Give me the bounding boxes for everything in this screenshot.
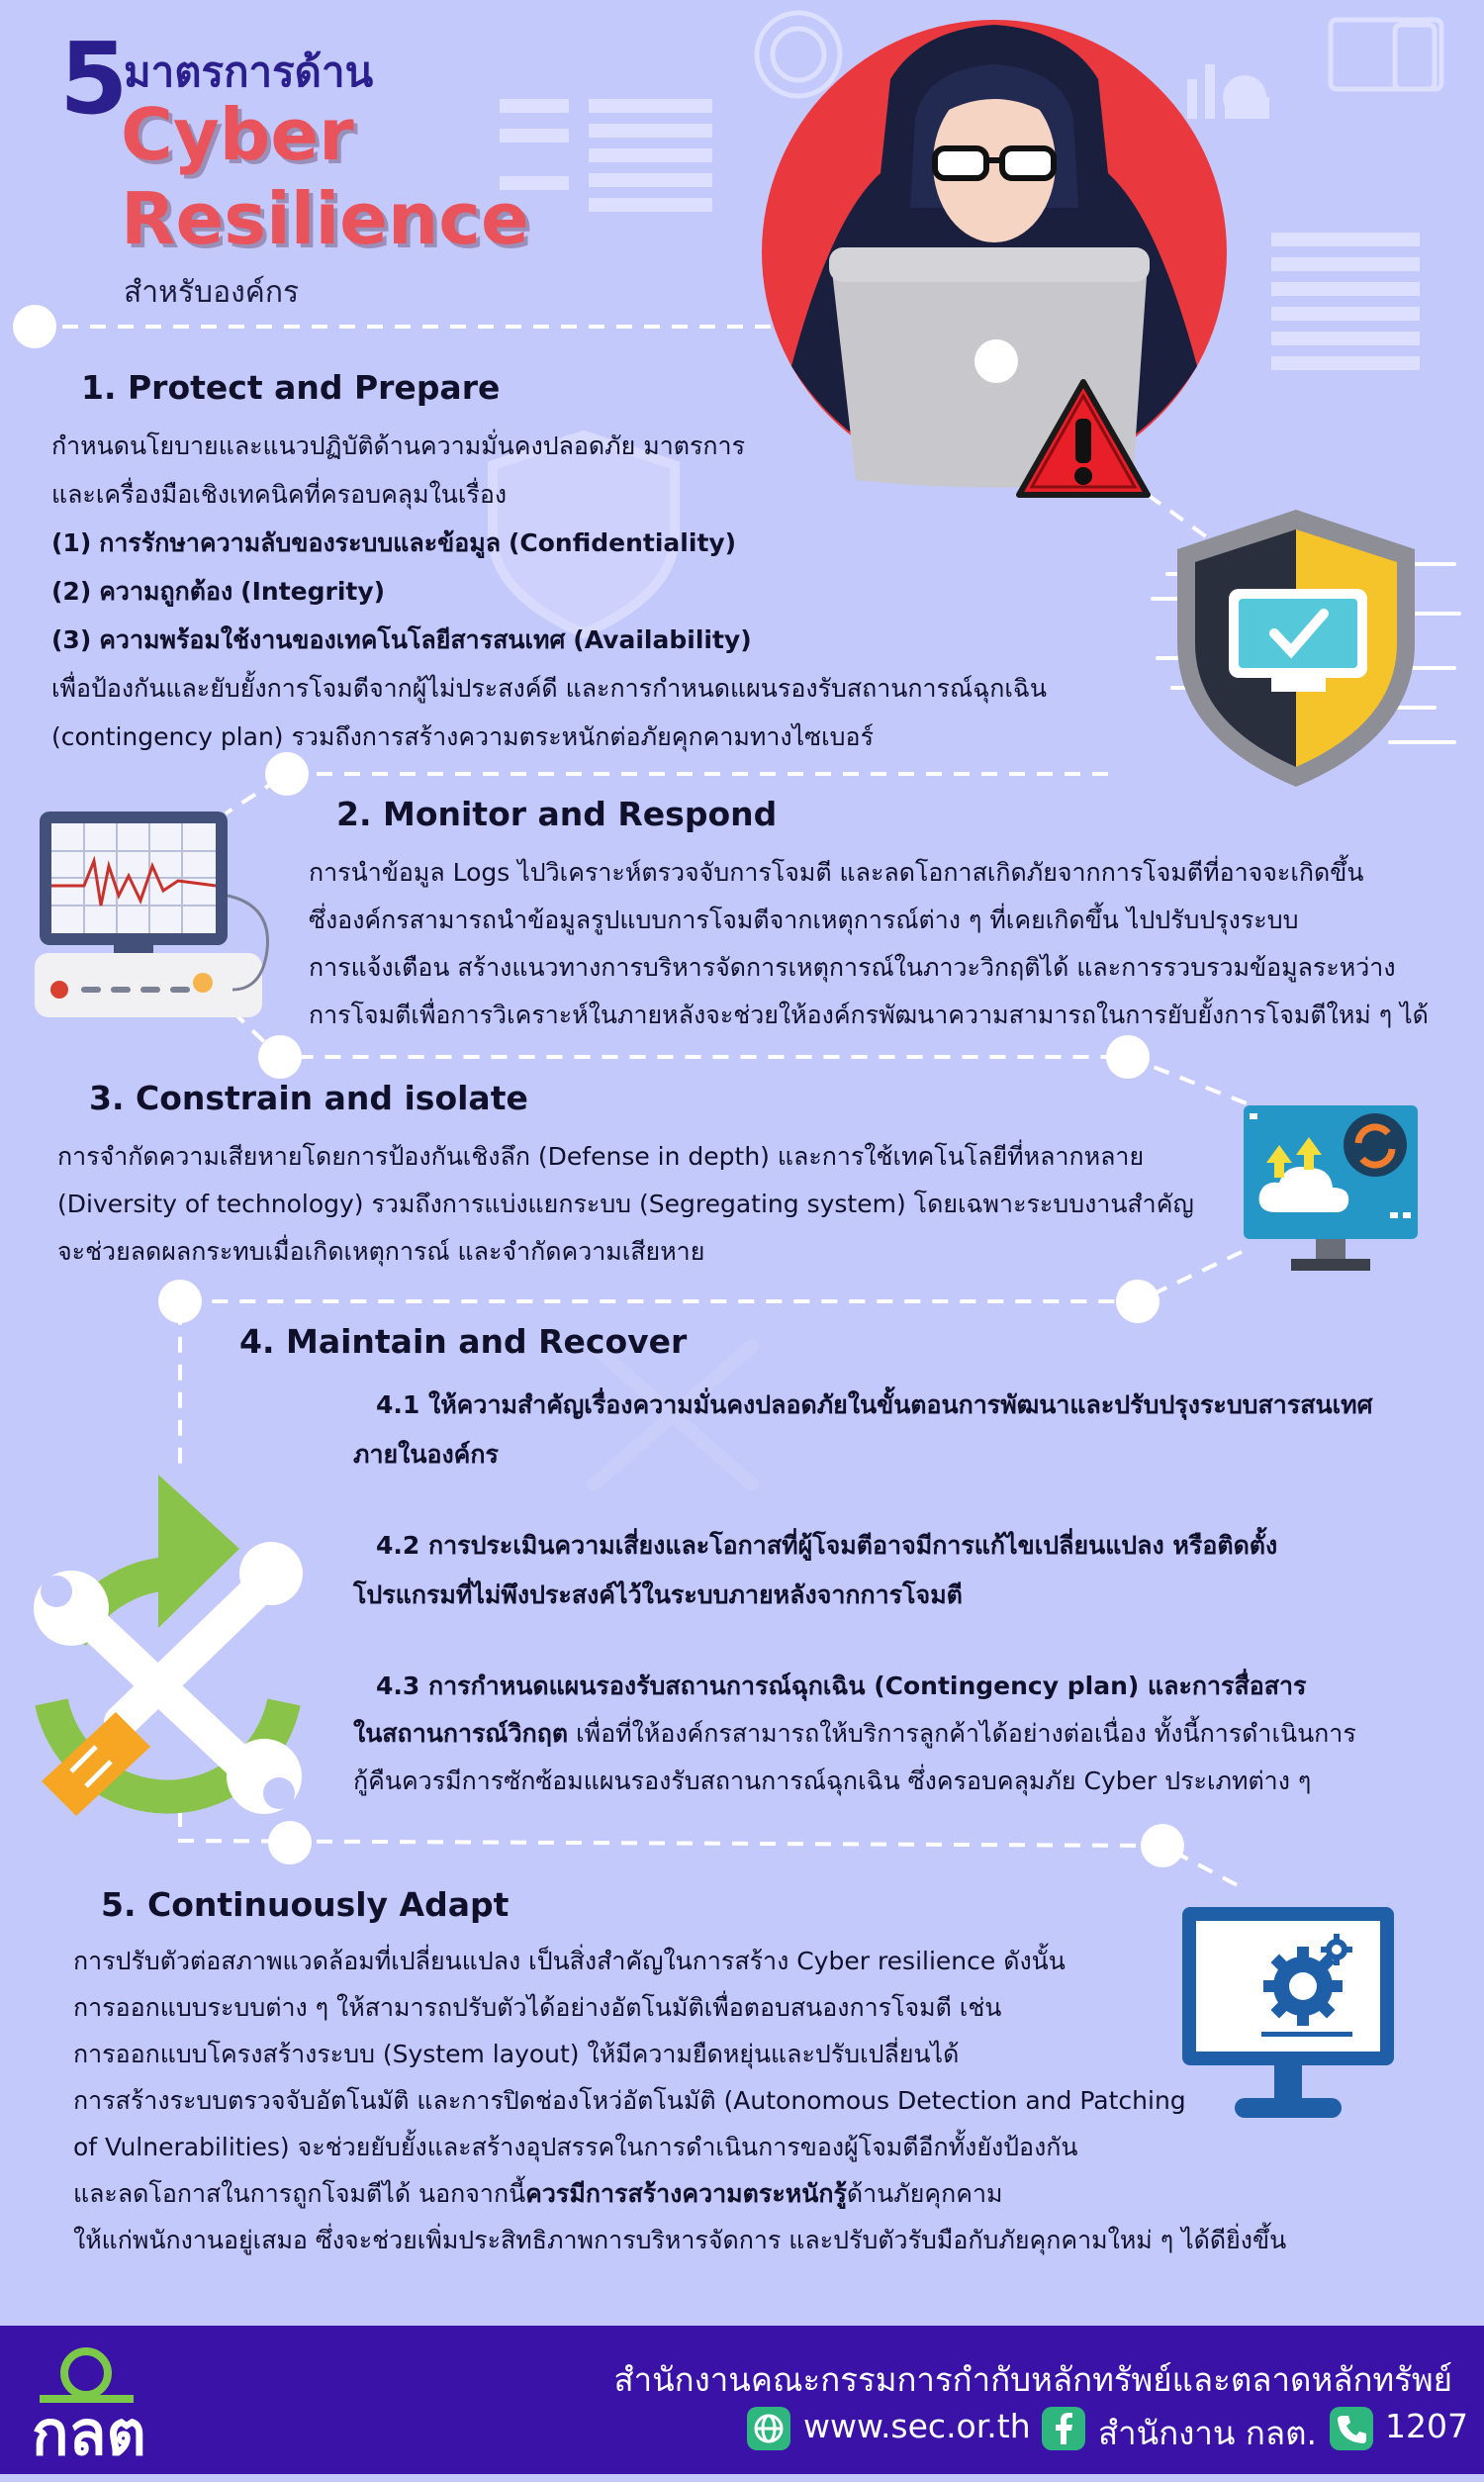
header-number: 5 [59,21,129,137]
section3-line3: จะช่วยลดผลกระทบเมื่อเกิดเหตุการณ์ และจำกัดความเสียหาย [57,1237,705,1266]
website-link[interactable]: www.sec.or.th [803,2407,1031,2445]
sec-logo-text: กลต [32,2397,146,2469]
section1-line4: (contingency plan) รวมถึงการสร้างความตระหนักต่อภัยคุกคามทางไซเบอร์ [51,722,874,751]
section4-item2-line1: 4.2 การประเมินความเสี่ยงและโอกาสที่ผู้โจมตีอาจมีการแก้ไขเปลี่ยนแปลง หรือติดตั้ง [376,1531,1278,1560]
section2-line1: การนำข้อมูล Logs ไปวิเคราะห์ตรวจจับการโจมตี และลดโอกาสเกิดภัยจากการโจมตีที่อาจจะเกิดขึ้น [309,858,1364,887]
header-title-cyber: Cyber [121,93,354,176]
section2-line4: การโจมตีเพื่อการวิเคราะห์ในภายหลังจะช่วยให้องค์กรพัฒนาความสามารถในการยับยั้งการโจมตีใหม่ ๆ ได้ [309,1001,1429,1029]
section1-line2: และเครื่องมือเชิงเทคนิคที่ครอบคลุมในเรื่อง [51,480,508,509]
section5-line3: การออกแบบโครงสร้างระบบ (System layout) ให้มีความยืดหยุ่นและปรับเปลี่ยนได้ [73,2040,960,2068]
section1-title: 1. Protect and Prepare [81,368,501,407]
header-title-line1: มาตรการด้าน [124,48,374,96]
section4-title: 4. Maintain and Recover [239,1322,688,1361]
phone-link[interactable]: 1207 [1385,2407,1468,2445]
section1-line1: กำหนดนโยบายและแนวปฏิบัติด้านความมั่นคงปลอดภัย มาตรการ [51,431,746,460]
section5-title: 5. Continuously Adapt [101,1885,510,1924]
header-subtitle: สำหรับองค์กร [124,275,300,310]
cloud-sync-monitor-icon [1242,1103,1420,1282]
section4-item2-line2: โปรแกรมที่ไม่พึงประสงค์ไว้ในระบบภายหลังจากการโจมตี [353,1580,963,1609]
section1-item3: (3) ความพร้อมใช้งานของเทคโนโลยีสารสนเทศ (Availability) [51,625,752,654]
hacker-illustration [752,10,1247,505]
section5-line1: การปรับตัวต่อสภาพแวดล้อมที่เปลี่ยนแปลง เป็นสิ่งสำคัญในการสร้าง Cyber resilience ดังนั้น [73,1947,1066,1975]
section5-line2: การออกแบบระบบต่าง ๆ ให้สามารถปรับตัวได้อย่างอัตโนมัติเพื่อตอบสนองการโจมตี เช่น [73,1993,1002,2022]
section1-item1: (1) การรักษาความลับของระบบและข้อมูล (Confidentiality) [51,528,737,557]
section4-item1-line2: ภายในองค์กร [353,1440,499,1469]
section4-item1-line1: 4.1 ให้ความสำคัญเรื่องความมั่นคงปลอดภัยในขั้นตอนการพัฒนาและปรับปรุงระบบสารสนเทศ [376,1390,1373,1419]
tools-recycle-icon [12,1475,309,1816]
section2-line2: ซึ่งองค์กรสามารถนำข้อมูลรูปแบบการโจมตีจากเหตุการณ์ต่าง ๆ ที่เคยเกิดขึ้น ไปปรับปรุงระบบ [309,906,1299,934]
phone-icon [1330,2407,1373,2450]
section3-line1: การจำกัดความเสียหายโดยการป้องกันเชิงลึก (Defense in depth) และการใช้เทคโนโลยีที่หลากหลาย [57,1142,1145,1171]
section5-line4: การสร้างระบบตรวจจับอัตโนมัติ และการปิดช่องโหว่อัตโนมัติ (Autonomous Detection and Patching [73,2086,1186,2115]
facebook-icon [1042,2407,1085,2450]
section1-item2: (2) ความถูกต้อง (Integrity) [51,577,386,606]
footer [0,2326,1484,2474]
section1-line3: เพื่อป้องกันและยับยั้งการโจมตีจากผู้ไม่ประสงค์ดี และการกำหนดแผนรองรับสถานการณ์ฉุกเฉิน [51,674,1047,703]
monitor-ecg-icon [30,807,277,1024]
gear-monitor-icon [1180,1905,1398,2133]
section5-line7: ให้แก่พนักงานอยู่เสมอ ซึ่งจะช่วยเพิ่มประสิทธิภาพการบริหารจัดการ และปรับตัวรับมือกับภัยคุกคามใหม่ ๆ ได้ดียิ่งขึ้น [73,2226,1287,2254]
facebook-link[interactable]: สำนักงาน กลต. [1098,2414,1318,2452]
shield-icon [1138,505,1464,792]
section5-line5: of Vulnerabilities) จะช่วยยับยั้งและสร้างอุปสรรคในการดำเนินการของผู้โจมตีอีกทั้งยังป้องกัน [73,2133,1078,2161]
footer-org-name: สำนักงานคณะกรรมการกำกับหลักทรัพย์และตลาดหลักทรัพย์ [613,2360,1452,2399]
section3-line2: (Diversity of technology) รวมถึงการแบ่งแยกระบบ (Segregating system) โดยเฉพาะระบบงานสำคัญ [57,1190,1194,1218]
section2-title: 2. Monitor and Respond [336,795,778,833]
section4-item3-line3: กู้คืนควรมีการซักซ้อมแผนรองรับสถานการณ์ฉุกเฉิน ซึ่งครอบคลุมภัย Cyber ประเภทต่าง ๆ [353,1766,1312,1795]
globe-icon [747,2407,790,2450]
section4-item3-line2: ในสถานการณ์วิกฤต เพื่อที่ให้องค์กรสามารถให้บริการลูกค้าได้อย่างต่อเนื่อง ทั้งนี้การดำเนินการ [353,1719,1356,1748]
header-title-resilience: Resilience [121,177,529,260]
section3-title: 3. Constrain and isolate [89,1079,528,1117]
section5-line6: และลดโอกาสในการถูกโจมตีได้ นอกจากนี้ควรมีการสร้างความตระหนักรู้ด้านภัยคุกคาม [73,2179,1003,2208]
section2-line3: การแจ้งเตือน สร้างแนวทางการบริหารจัดการเหตุการณ์ในภาวะวิกฤติได้ และการรวบรวมข้อมูลระหว่าง [309,953,1396,982]
section4-item3-line1: 4.3 การกำหนดแผนรองรับสถานการณ์ฉุกเฉิน (Contingency plan) และการสื่อสาร [376,1671,1307,1700]
warning-icon [1014,374,1153,503]
